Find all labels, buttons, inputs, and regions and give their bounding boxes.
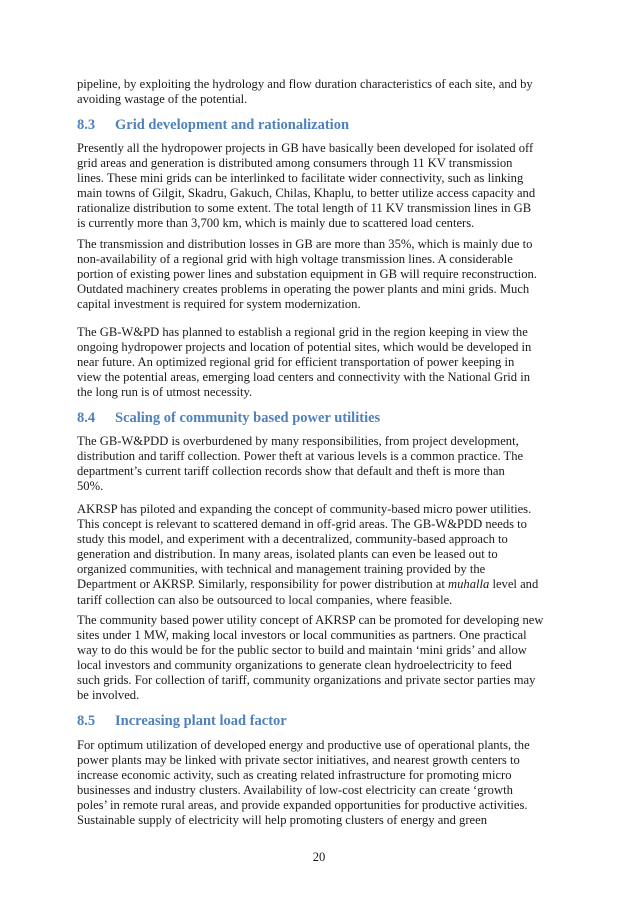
text-line: The GB-W&PDD is overburdened by many responsibilities, from project development, bbox=[77, 434, 519, 448]
text-line: increase economic activity, such as creating related infrastructure for promoting micro bbox=[77, 768, 512, 783]
text-line: way to do this would be for the public sector to build and maintain ‘mini grids’ and allow bbox=[77, 643, 527, 658]
text-line bbox=[77, 577, 538, 592]
text-segment: level and bbox=[489, 577, 539, 592]
text-line: The GB-W&PD has planned to establish a regional grid in the region keeping in view the bbox=[77, 325, 528, 339]
text-line: ongoing hydropower projects and location of potential sites, which would be developed in bbox=[77, 340, 532, 355]
paragraph bbox=[77, 237, 537, 312]
paragraph bbox=[77, 141, 535, 232]
text-line: tariff collection can also be outsourced to local companies, where feasible. bbox=[77, 592, 453, 607]
section-number: 8.5 bbox=[77, 713, 96, 729]
paragraph bbox=[77, 325, 531, 400]
text-line: For optimum utilization of developed energy and productive use of operational plants, the bbox=[77, 738, 530, 752]
text-line: department’s current tariff collection records show that default and theft is more than bbox=[77, 464, 505, 479]
paragraph bbox=[77, 738, 530, 829]
text-line: 50%. bbox=[77, 479, 104, 494]
paragraph bbox=[77, 77, 533, 107]
text-line: grid areas and generation is distributed among consumers through 11 KV transmission bbox=[77, 156, 513, 171]
text-line: near future. An optimized regional grid for efficient transportation of power keeping in bbox=[77, 355, 515, 370]
section-number: 8.3 bbox=[77, 117, 96, 133]
text-line: be involved. bbox=[77, 688, 140, 703]
text-line: businesses and industry clusters. Availability of low-cost electricity can create ‘growth bbox=[77, 783, 513, 798]
text-line: lines. These mini grids can be interlinked to facilitate wider connectivity, such as linking bbox=[77, 171, 524, 186]
text-line: Presently all the hydropower projects in GB have basically been developed for isolated off bbox=[77, 141, 534, 155]
text-line: poles’ in remote rural areas, and provide expanded opportunities for productive activities. bbox=[77, 798, 528, 813]
text-line: generation and distribution. In many areas, isolated plants can even be leased out to bbox=[77, 547, 498, 562]
text-line: power plants may be linked with private sector initiatives, and nearest growth centers to bbox=[77, 753, 520, 768]
section-heading-8-4 bbox=[77, 410, 380, 427]
section-heading-8-5 bbox=[77, 713, 287, 730]
section-title: Grid development and rationalization bbox=[115, 117, 350, 133]
italic-term: muhalla bbox=[448, 577, 490, 592]
text-line: avoiding wastage of the potential. bbox=[77, 92, 248, 107]
section-number: 8.4 bbox=[77, 410, 96, 426]
section-title: Increasing plant load factor bbox=[115, 713, 287, 729]
text-line: pipeline, by exploiting the hydrology and flow duration characteristics of each site, and by bbox=[77, 77, 533, 91]
text-line: such grids. For collection of tariff, community organizations and private sector parties may bbox=[77, 673, 536, 688]
text-line: The community based power utility concept of AKRSP can be promoted for developing new bbox=[77, 613, 544, 627]
paragraph bbox=[77, 434, 523, 494]
text-line: is currently more than 3,700 km, which is mainly due to scattered load centers. bbox=[77, 216, 475, 231]
text-line: Outdated machinery creates problems in operating the power plants and mini grids. Much bbox=[77, 282, 530, 297]
text-line: main towns of Gilgit, Skadru, Gakuch, Chilas, Khaplu, to better utilize access capacity and bbox=[77, 186, 536, 201]
text-line: distribution and tariff collection. Power theft at various levels is a common practice. The bbox=[77, 449, 524, 464]
page-number: 20 bbox=[312, 850, 326, 864]
section-title: Scaling of community based power utilities bbox=[115, 410, 381, 426]
text-line: local investors and community organizations to generate clean hydroelectricity to feed bbox=[77, 658, 512, 673]
text-line: non-availability of a regional grid with high voltage transmission lines. A considerable bbox=[77, 252, 513, 267]
text-segment: Department or AKRSP. Similarly, responsibility for power distribution at bbox=[77, 577, 449, 592]
section-heading-8-3 bbox=[77, 117, 349, 134]
text-line: This concept is relevant to scattered demand in off-grid areas. The GB-W&PDD needs to bbox=[77, 517, 527, 532]
text-line: portion of existing power lines and substation equipment in GB will require reconstruction. bbox=[77, 267, 537, 282]
paragraph bbox=[77, 502, 538, 608]
text-line: organized communities, with technical and management training provided by the bbox=[77, 562, 486, 577]
text-line: view the potential areas, emerging load centers and connectivity with the National Grid in bbox=[77, 370, 530, 385]
text-line: rationalize distribution to some extent. The total length of 11 KV transmission lines in GB bbox=[77, 201, 532, 216]
text-line: AKRSP has piloted and expanding the concept of community-based micro power utilities. bbox=[77, 502, 532, 516]
text-line: the long run is of utmost necessity. bbox=[77, 385, 253, 400]
text-line: capital investment is required for system modernization. bbox=[77, 297, 361, 312]
paragraph bbox=[77, 613, 543, 704]
text-line: study this model, and experiment with a decentralized, community-based approach to bbox=[77, 532, 508, 547]
text-line: The transmission and distribution losses in GB are more than 35%, which is mainly due to bbox=[77, 237, 533, 251]
text-line: sites under 1 MW, making local investors or local communities as partners. One practical bbox=[77, 628, 527, 643]
text-line: Sustainable supply of electricity will help promoting clusters of energy and green bbox=[77, 813, 488, 828]
